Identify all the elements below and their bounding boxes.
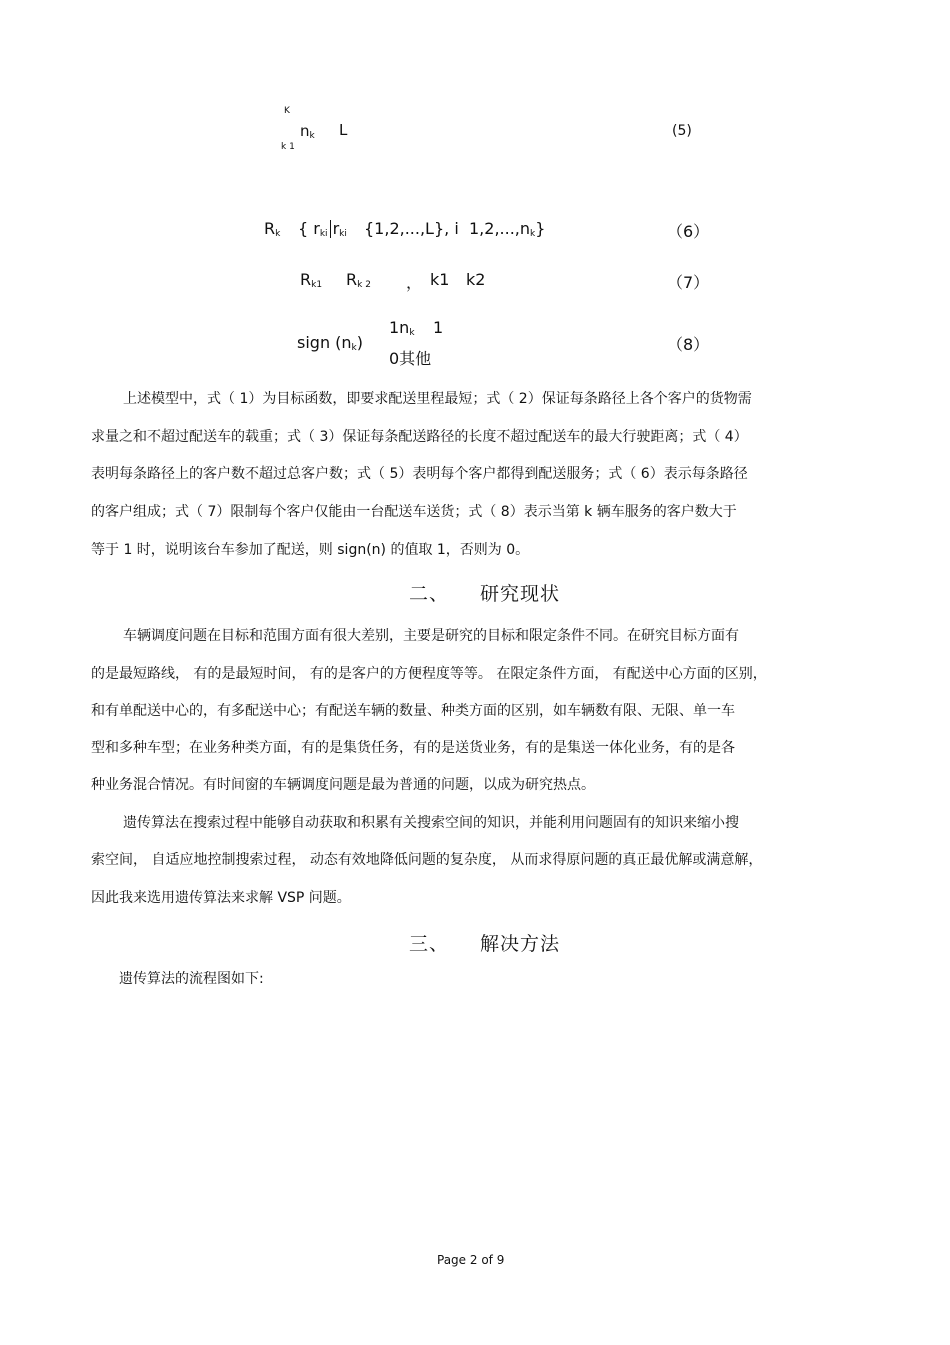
p1-line-5: 等于 1 时，说明该台车参加了配送，则 sign(n) 的值取 1，否则为 0。 [91, 542, 530, 558]
eq8-case1-sub: k [409, 328, 415, 338]
page-footer: Page 2 of 9 [437, 1253, 505, 1267]
eq6-open: { r [298, 219, 320, 238]
p1-line-1: 上述模型中，式（ 1）为目标函数，即要求配送里程最短；式（ 2）保证每条路径上各个客户的货物需 [123, 391, 752, 407]
eq7-k2 [466, 270, 485, 289]
eq6-set-def [298, 219, 347, 239]
p2-line-5: 种业务混合情况。有时间窗的车辆调度问题是最为普通的问题，以成为研究热点。 [91, 777, 595, 793]
eq7-number: （7） [667, 273, 710, 292]
eq8-case1-b: 1 [433, 318, 444, 337]
eq7-k2-main: k [466, 270, 476, 289]
eq8-lhs [297, 333, 363, 353]
eq5-sum-upper: K [284, 106, 290, 116]
section-heading-3-title: 解决方法 [480, 933, 561, 955]
eq7-R1-sub: k1 [311, 280, 323, 290]
p3-line-1: 遗传算法在搜索过程中能够自动获取和积累有关搜索空间的知识，并能利用问题固有的知识来缩小搜 [123, 815, 739, 831]
eq6-r2: r [332, 219, 340, 238]
eq7-R2 [346, 270, 371, 290]
eq6-close: } [535, 219, 546, 238]
p2-line-3: 和有单配送中心的，有多配送中心；有配送车辆的数量、种类方面的区别，如车辆数有限、无限、单一车 [91, 703, 735, 719]
eq8-lhs-close: ) [356, 333, 364, 352]
eq6-R-sub: k [275, 229, 281, 239]
eq6-range [469, 219, 545, 239]
eq6-range-sub: k [530, 229, 536, 239]
eq6-set: {1,2,...,L}, i [364, 219, 459, 238]
eq7-k1: k1 [430, 270, 450, 289]
p4-line-1: 遗传算法的流程图如下: [119, 971, 264, 987]
eq8-case1 [389, 318, 415, 338]
eq5-n-sub: k [309, 131, 315, 141]
eq8-lhs-sub: k [351, 343, 357, 353]
p3-line-3: 因此我来选用遗传算法来求解 VSP 问题。 [91, 890, 351, 906]
section-heading-2-number: 二、 [409, 583, 450, 605]
section-heading-3-number: 三、 [409, 933, 450, 955]
p2-line-2: 的是最短路线， 有的是最短时间， 有的是客户的方便程度等等。 在限定条件方面， 有配送中心方面的区别， [91, 666, 767, 682]
eq8-lhs-main: sign (n [297, 333, 352, 352]
p1-line-2: 求量之和不超过配送车的载重；式（ 3）保证每条配送路径的长度不超过配送车的最大行驶距离；式（ 4） [91, 429, 748, 445]
p1-line-4: 的客户组成；式（ 7）限制每个客户仅能由一台配送车送货；式（ 8）表示当第 k 辆车服务的客户数大于 [91, 504, 737, 520]
section-heading-2-title: 研究现状 [480, 583, 561, 605]
eq5-rhs: L [339, 121, 348, 139]
eq8-case1-a: 1n [389, 318, 410, 337]
p1-line-3: 表明每条路径上的客户数不超过总客户数；式（ 5）表明每个客户都得到配送服务；式（ 6）表示每条路径 [91, 466, 748, 482]
eq7-R1 [300, 270, 322, 290]
eq6-rki1: ki [319, 229, 328, 239]
eq5-n: n [300, 122, 310, 140]
p2-line-1: 车辆调度问题在目标和范围方面有很大差别，主要是研究的目标和限定条件不同。在研究目标方面有 [123, 628, 739, 644]
p3-line-2: 索空间， 自适应地控制搜索过程， 动态有效地降低问题的复杂度， 从而求得原问题的真正最优解或满意解， [91, 852, 763, 868]
eq7-R2-sub: k 2 [357, 280, 371, 290]
eq8-case2: 0其他 [389, 349, 432, 368]
eq7-R2-main: R [346, 270, 358, 289]
eq8-number: （8） [667, 335, 710, 354]
eq7-R1-main: R [300, 270, 312, 289]
eq6-R: R [264, 219, 276, 238]
eq6-range-text: 1,2,...,n [469, 219, 531, 238]
eq6-divider [330, 220, 331, 238]
eq7-k2-sup: 2 [475, 270, 486, 289]
eq5-sum-lower: k 1 [281, 142, 295, 152]
eq6-number: （6） [667, 222, 710, 241]
eq7-comma: ， [406, 273, 423, 292]
p2-line-4: 型和多种车型；在业务种类方面，有的是集货任务，有的是送货业务，有的是集送一体化业务，有的是各 [91, 740, 735, 756]
eq5-body [300, 122, 315, 141]
eq5-number: (5) [672, 123, 692, 139]
eq6-rki2: ki [339, 229, 347, 239]
eq6-lhs [264, 219, 280, 239]
